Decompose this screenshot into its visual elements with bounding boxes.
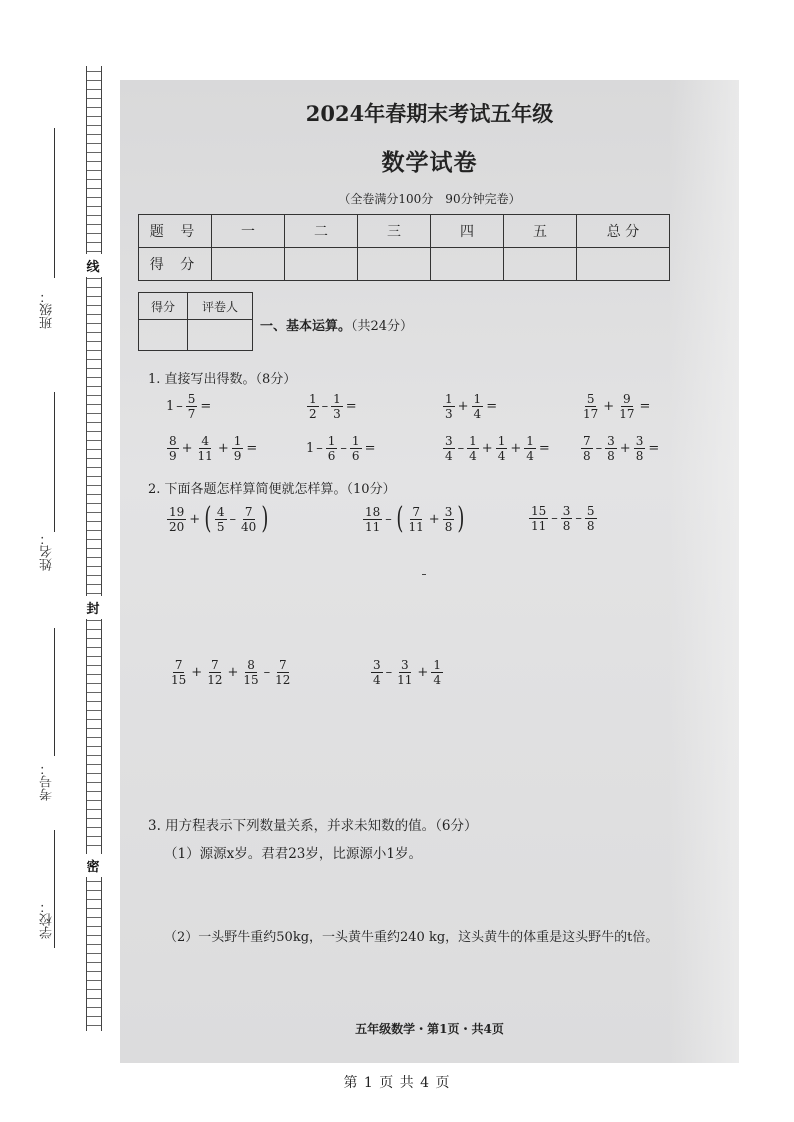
q2-expr-3 (528, 504, 598, 533)
fraction (239, 505, 258, 534)
denominator: 3 (333, 407, 341, 421)
fraction (395, 658, 414, 687)
numerator: 1 (469, 434, 477, 448)
numerator: 18 (365, 504, 381, 519)
fraction (205, 658, 224, 687)
fraction (496, 434, 508, 463)
denominator: 4 (473, 407, 482, 421)
section-1-heading (260, 315, 413, 334)
denominator: 11 (531, 519, 547, 533)
plus: + (428, 511, 440, 527)
exam-note: （全卷满分100分 90分钟完卷） (338, 192, 521, 206)
q1-expr-2 (306, 392, 359, 421)
grader-name-header: 评卷人 (188, 293, 253, 320)
denominator: 8 (583, 449, 591, 463)
fraction (167, 505, 186, 534)
numerator: 1 (333, 392, 341, 406)
score-cell (212, 248, 285, 281)
fraction (169, 658, 188, 687)
right-paren: ) (261, 501, 269, 536)
denominator: 2 (309, 407, 317, 421)
plus: + (191, 665, 203, 680)
exam-subject: 数学试卷 (381, 149, 478, 176)
denominator: 4 (526, 449, 534, 463)
plus: + (417, 665, 429, 680)
q2-expr-4 (168, 658, 293, 687)
equals: = (364, 441, 376, 456)
denominator: 20 (169, 519, 185, 534)
denominator: 3 (445, 407, 453, 421)
score-header-cell: 四 (431, 215, 504, 248)
numerator: 1 (445, 392, 453, 406)
fraction (581, 434, 593, 463)
minus: – (321, 399, 329, 414)
fraction (273, 658, 292, 687)
denominator: 9 (169, 449, 177, 463)
minus: – (316, 441, 323, 456)
score-header-cell: 五 (504, 215, 577, 248)
fraction (443, 505, 455, 534)
q3-part-1: （1）源源x岁。君君23岁，比源源小1岁。 (164, 846, 422, 862)
denominator: 8 (562, 519, 571, 533)
minus: – (176, 399, 183, 414)
numerator: 1 (233, 434, 242, 448)
fraction (431, 658, 443, 687)
fraction (472, 392, 484, 421)
denominator: 17 (619, 407, 635, 421)
minus: – (385, 511, 392, 527)
denominator: 11 (397, 673, 413, 687)
fraction (331, 392, 343, 421)
denominator: 12 (207, 673, 223, 687)
fraction (443, 392, 455, 421)
numerator: 8 (169, 434, 177, 448)
fraction (241, 658, 260, 687)
equals: = (538, 441, 550, 456)
equals: = (639, 399, 651, 414)
grader-name-cell (188, 320, 253, 351)
numerator: 1 (526, 434, 534, 448)
name-line (54, 392, 55, 532)
numerator: 1 (497, 434, 506, 448)
score-table (138, 214, 670, 281)
score-header-cell: 总 分 (577, 215, 670, 248)
q3-part-2: （2）一头野牛重约50kg，一头黄牛重约240 kg，这头黄牛的体重是这头野牛的t倍。 (164, 930, 659, 945)
section-1-points: （共24分） (351, 319, 414, 334)
q1-expr-3 (442, 392, 499, 421)
plus: + (603, 399, 615, 414)
numerator: 1 (309, 392, 317, 406)
section-1-title: 一、基本运算。 (260, 319, 352, 334)
numerator: 3 (445, 434, 453, 448)
score-header-cell: 一 (212, 215, 285, 248)
fraction (529, 504, 548, 533)
score-header-cell: 题 号 (139, 215, 212, 248)
name-label: 姓名： (40, 532, 55, 571)
stray-mark (422, 574, 426, 575)
score-cell (431, 248, 504, 281)
numerator: 5 (586, 504, 595, 518)
class-label: 班级： (40, 290, 55, 329)
numerator: 3 (444, 504, 453, 519)
denominator: 4 (469, 449, 477, 463)
q1-expr-6 (306, 434, 377, 463)
equals: = (648, 441, 660, 456)
q1-expr-1 (166, 392, 213, 421)
equals: = (345, 399, 357, 414)
sheet-footer: 五年级数学・第1页・共4页 (355, 1022, 504, 1036)
numerator: 3 (635, 434, 644, 448)
fraction (634, 434, 646, 463)
binding-margin (0, 0, 118, 1122)
denominator: 8 (444, 519, 453, 534)
left-paren: ( (204, 501, 212, 536)
plus: + (457, 399, 469, 414)
denominator: 6 (327, 449, 336, 463)
q1-expr-5 (166, 434, 259, 463)
q1-expr-4 (580, 392, 652, 421)
fraction (605, 434, 617, 463)
fraction (561, 504, 573, 533)
numerator: 5 (586, 392, 595, 406)
plus: + (189, 511, 201, 527)
denominator: 8 (607, 449, 615, 463)
fraction (617, 392, 636, 421)
minus: – (263, 665, 271, 680)
right-paren: ) (457, 501, 465, 536)
numerator: 15 (531, 504, 547, 518)
numerator: 7 (412, 504, 420, 519)
minus: – (551, 511, 558, 526)
fraction (196, 434, 215, 463)
numerator: 8 (247, 658, 255, 672)
numerator: 9 (623, 392, 631, 406)
numerator: 7 (174, 658, 183, 672)
q1-expr-7 (442, 434, 552, 463)
q2-expr-5 (370, 658, 444, 687)
exam-no-label: 考号： (40, 762, 55, 801)
minus: – (595, 441, 603, 456)
denominator: 4 (433, 673, 441, 687)
denominator: 4 (497, 449, 506, 463)
denominator: 5 (216, 519, 225, 534)
denominator: 15 (243, 673, 259, 687)
plus: + (217, 441, 229, 456)
number: 1 (166, 399, 175, 414)
grader-score-cell (139, 320, 188, 351)
q2-expr-1 (166, 501, 271, 536)
plus: + (481, 441, 493, 456)
numerator: 7 (278, 658, 287, 672)
page-footer: 第 1 页 共 4 页 (343, 1075, 451, 1091)
denominator: 8 (635, 449, 644, 463)
denominator: 11 (408, 519, 424, 534)
fraction (232, 434, 244, 463)
numerator: 3 (562, 504, 571, 518)
denominator: 8 (586, 519, 595, 533)
numerator: 3 (373, 658, 381, 672)
fraction (350, 434, 362, 463)
fraction (307, 392, 319, 421)
fraction (167, 434, 179, 463)
plus: + (227, 665, 239, 680)
exam-no-line (54, 628, 55, 756)
denominator: 11 (365, 519, 381, 534)
numerator: 3 (400, 658, 409, 672)
minus: – (575, 511, 582, 526)
numerator: 5 (187, 392, 196, 406)
score-cell (504, 248, 577, 281)
denominator: 15 (171, 673, 187, 687)
grader-table (138, 292, 253, 351)
numerator: 4 (201, 434, 209, 448)
cut-mark-secret: 密 (80, 854, 106, 877)
fraction (581, 392, 600, 421)
plus: + (619, 441, 631, 456)
minus: – (385, 665, 393, 680)
denominator: 7 (187, 407, 196, 421)
numerator: 1 (433, 658, 441, 672)
denominator: 40 (241, 519, 257, 534)
score-cell (577, 248, 670, 281)
cut-mark-seal: 封 (80, 596, 106, 619)
numerator: 19 (169, 504, 185, 519)
sheet-shade (669, 80, 739, 1063)
denominator: 12 (275, 673, 291, 687)
denominator: 17 (583, 407, 599, 421)
fraction (326, 434, 338, 463)
equals: = (200, 399, 212, 414)
q1-title: 1. 直接写出得数。（8分） (148, 372, 297, 387)
cut-mark-line: 线 (80, 254, 106, 277)
q2-expr-2 (362, 501, 467, 536)
score-header-cell: 二 (285, 215, 358, 248)
score-header-cell: 三 (358, 215, 431, 248)
denominator: 6 (351, 449, 360, 463)
q3-title: 3. 用方程表示下列数量关系，并求未知数的值。（6分） (148, 818, 478, 834)
minus: – (457, 441, 465, 456)
numerator: 1 (473, 392, 482, 406)
minus: – (229, 511, 237, 527)
fraction (371, 658, 383, 687)
numerator: 4 (216, 504, 225, 519)
numerator: 1 (327, 434, 336, 448)
q2-title: 2. 下面各题怎样算简便就怎样算。（10分） (148, 482, 396, 497)
minus: – (340, 441, 347, 456)
equals: = (246, 441, 258, 456)
grader-score-header: 得分 (139, 293, 188, 320)
numerator: 7 (244, 504, 253, 519)
denominator: 4 (373, 673, 381, 687)
numerator: 1 (351, 434, 360, 448)
left-paren: ( (396, 501, 404, 536)
exam-title: 2024年春期末考试五年级 (305, 101, 554, 126)
fraction (585, 504, 597, 533)
plus: + (510, 441, 522, 456)
denominator: 9 (233, 449, 242, 463)
seal-line-strip (86, 66, 102, 1031)
numerator: 7 (583, 434, 591, 448)
q1-expr-8 (580, 434, 661, 463)
fraction (186, 392, 198, 421)
school-label: 学校： (40, 900, 55, 939)
score-row-label: 得 分 (139, 248, 212, 281)
number: 1 (306, 441, 315, 456)
equals: = (486, 399, 498, 414)
fraction (524, 434, 536, 463)
denominator: 4 (445, 449, 453, 463)
exam-sheet-photo (120, 80, 739, 1063)
fraction (363, 505, 382, 534)
denominator: 11 (197, 449, 213, 463)
fraction (407, 505, 426, 534)
plus: + (181, 441, 193, 456)
fraction (215, 505, 227, 534)
score-cell (358, 248, 431, 281)
numerator: 3 (607, 434, 615, 448)
class-line (54, 128, 55, 278)
numerator: 7 (211, 658, 219, 672)
fraction (443, 434, 455, 463)
score-cell (285, 248, 358, 281)
fraction (467, 434, 479, 463)
